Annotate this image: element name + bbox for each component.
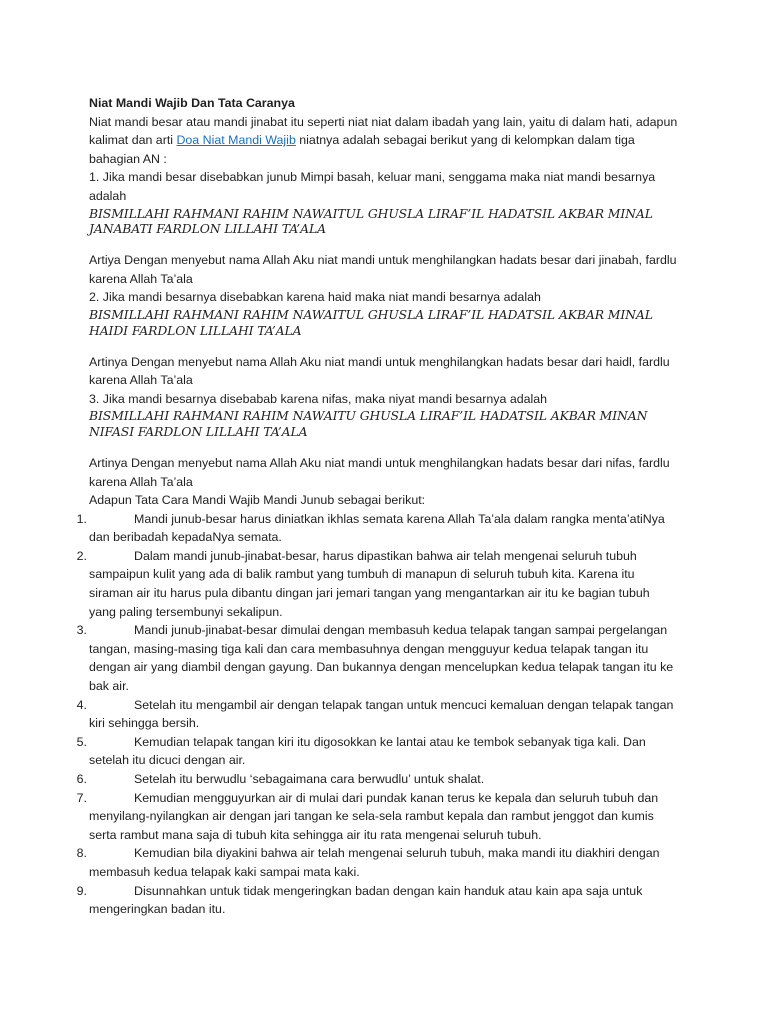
list-number: 7. bbox=[76, 790, 87, 805]
list-item bbox=[76, 621, 679, 695]
list-item bbox=[76, 770, 679, 789]
list-number: 8. bbox=[76, 846, 87, 861]
list-item-text: Mandi junub-besar harus diniatkan ikhlas semata karena Allah Ta’ala dalam rangka menta’atiNya dan beribadah kepadaNya semata. bbox=[89, 511, 665, 545]
list-item bbox=[76, 696, 679, 733]
niat-arabic-text: BISMILLAHI RAHMANI RAHIM NAWAITUL GHUSLA LIRAF’IL HADATSIL AKBAR MINAL HAIDI FARDLON LILLAHI TA’ALA bbox=[89, 306, 653, 338]
list-item-text: Kemudian telapak tangan kiri itu digosokkan ke lantai atau ke tembok sebanyak tiga kali. Dan setelah itu dicuci dengan air. bbox=[89, 734, 646, 768]
list-number: 3. bbox=[76, 623, 87, 638]
document-page bbox=[76, 94, 679, 919]
list-item bbox=[76, 510, 679, 547]
list-number: 2. bbox=[76, 548, 87, 563]
list-item-text: Setelah itu berwudlu ‘sebagaimana cara berwudlu’ untuk shalat. bbox=[134, 772, 485, 786]
niat-section-heading: 1. Jika mandi besar disebabkan junub Mimpi basah, keluar mani, senggama maka niat mandi besarnya adalah bbox=[89, 170, 656, 203]
niat-meaning: Artinya Dengan menyebut nama Allah Aku niat mandi untuk menghilangkan hadats besar dari haidl, fardlu karena Allah Ta’ala bbox=[89, 354, 670, 388]
intro-paragraph bbox=[89, 113, 679, 169]
list-item-text: Kemudian bila diyakini bahwa air telah mengenai seluruh tubuh, maka mandi itu diakhiri dengan membasuh kedua telapak kaki sampai mata kaki. bbox=[89, 846, 660, 879]
list-item-text: Disunnahkan untuk tidak mengeringkan badan dengan kain handuk atau kain apa saja untuk mengeringkan badan itu. bbox=[89, 883, 643, 917]
niat-arabic-text: BISMILLAHI RAHMANI RAHIM NAWAITUL GHUSLA LIRAF’IL HADATSIL AKBAR MINAL JANABATI FARDLON LILLAHI TA’ALA bbox=[89, 205, 653, 237]
list-number: 6. bbox=[76, 772, 87, 786]
intro-text-before-link: Niat mandi besar atau mandi jinabat itu seperti niat niat dalam ibadah yang lain, yaitu di dalam hati, adapun kalimat dan arti bbox=[89, 114, 678, 148]
niat-arabic-text: BISMILLAHI RAHMANI RAHIM NAWAITU GHUSLA LIRAF’IL HADATSIL AKBAR MINAN NIFASI FARDLON LILLAHI TA’ALA bbox=[89, 408, 648, 440]
list-item-text: Dalam mandi junub-jinabat-besar, harus dipastikan bahwa air telah mengenai seluruh tubuh sampaipun kulit yang ada di balik rambut yang tumbuh di manapun di seluruh tubuh kita. Karena itu siraman air itu harus pula dibantu dingan jari jemari tangan yang mengantarkan air itu ke bagian tubuh yang paling tersembunyi sekalipun. bbox=[89, 548, 650, 619]
list-number: 1. bbox=[76, 511, 87, 526]
list-item bbox=[76, 547, 679, 621]
list-item-text: Kemudian mengguyurkan air di mulai dari pundak kanan terus ke kepala dan seluruh tubuh dan menyilang-nyilangkan air dengan jari tangan ke sela-sela rambut kepala dan rambut jenggot dan kumis serta rambut mana saja di tubuh kita sehingga air itu rata mengenai seluruh tubuh. bbox=[89, 790, 659, 842]
list-number: 9. bbox=[76, 883, 87, 898]
niat-section-heading: 2. Jika mandi besarnya disebabkan karena haid maka niat mandi besarnya adalah bbox=[89, 290, 541, 305]
list-item bbox=[76, 844, 679, 881]
list-item bbox=[76, 882, 679, 919]
document-title: Niat Mandi Wajib Dan Tata Caranya bbox=[89, 96, 295, 110]
doa-niat-mandi-wajib-link[interactable]: Doa Niat Mandi Wajib bbox=[176, 133, 296, 148]
steps-list bbox=[76, 510, 679, 919]
niat-meaning: Artiya Dengan menyebut nama Allah Aku niat mandi untuk menghilangkan hadats besar dari jinabah, fardlu karena Allah Ta’ala bbox=[89, 253, 677, 286]
list-item bbox=[76, 733, 679, 770]
niat-section-3 bbox=[89, 390, 679, 491]
list-item-text: Setelah itu mengambil air dengan telapak tangan untuk mencuci kemaluan dengan telapak tangan kiri sehingga bersih. bbox=[89, 697, 674, 731]
list-number: 4. bbox=[76, 697, 87, 712]
list-item-text: Mandi junub-jinabat-besar dimulai dengan membasuh kedua telapak tangan sampai pergelangan tangan, masing-masing tiga kali dan cara membasuhnya dengan mengguyur kedua telapak tangan itu dengan air yang diambil dengan gayung. Dan bukannya dengan mencelupkan kedua telapak tangan itu ke bak air. bbox=[89, 623, 674, 694]
niat-meaning: Artinya Dengan menyebut nama Allah Aku niat mandi untuk menghilangkan hadats besar dari nifas, fardlu karena Allah Ta’ala bbox=[89, 455, 670, 489]
list-item bbox=[76, 789, 679, 845]
niat-section-heading: 3. Jika mandi besarnya disebabab karena nifas, maka niyat mandi besarnya adalah bbox=[89, 391, 548, 406]
niat-section-2 bbox=[89, 288, 679, 389]
niat-section-1 bbox=[89, 168, 679, 288]
intro-text-after-link: niatnya adalah sebagai berikut yang di kelompkan dalam tiga bahagian AN : bbox=[89, 133, 635, 166]
steps-intro: Adapun Tata Cara Mandi Wajib Mandi Junub sebagai berikut: bbox=[89, 493, 426, 508]
list-number: 5. bbox=[76, 734, 87, 749]
